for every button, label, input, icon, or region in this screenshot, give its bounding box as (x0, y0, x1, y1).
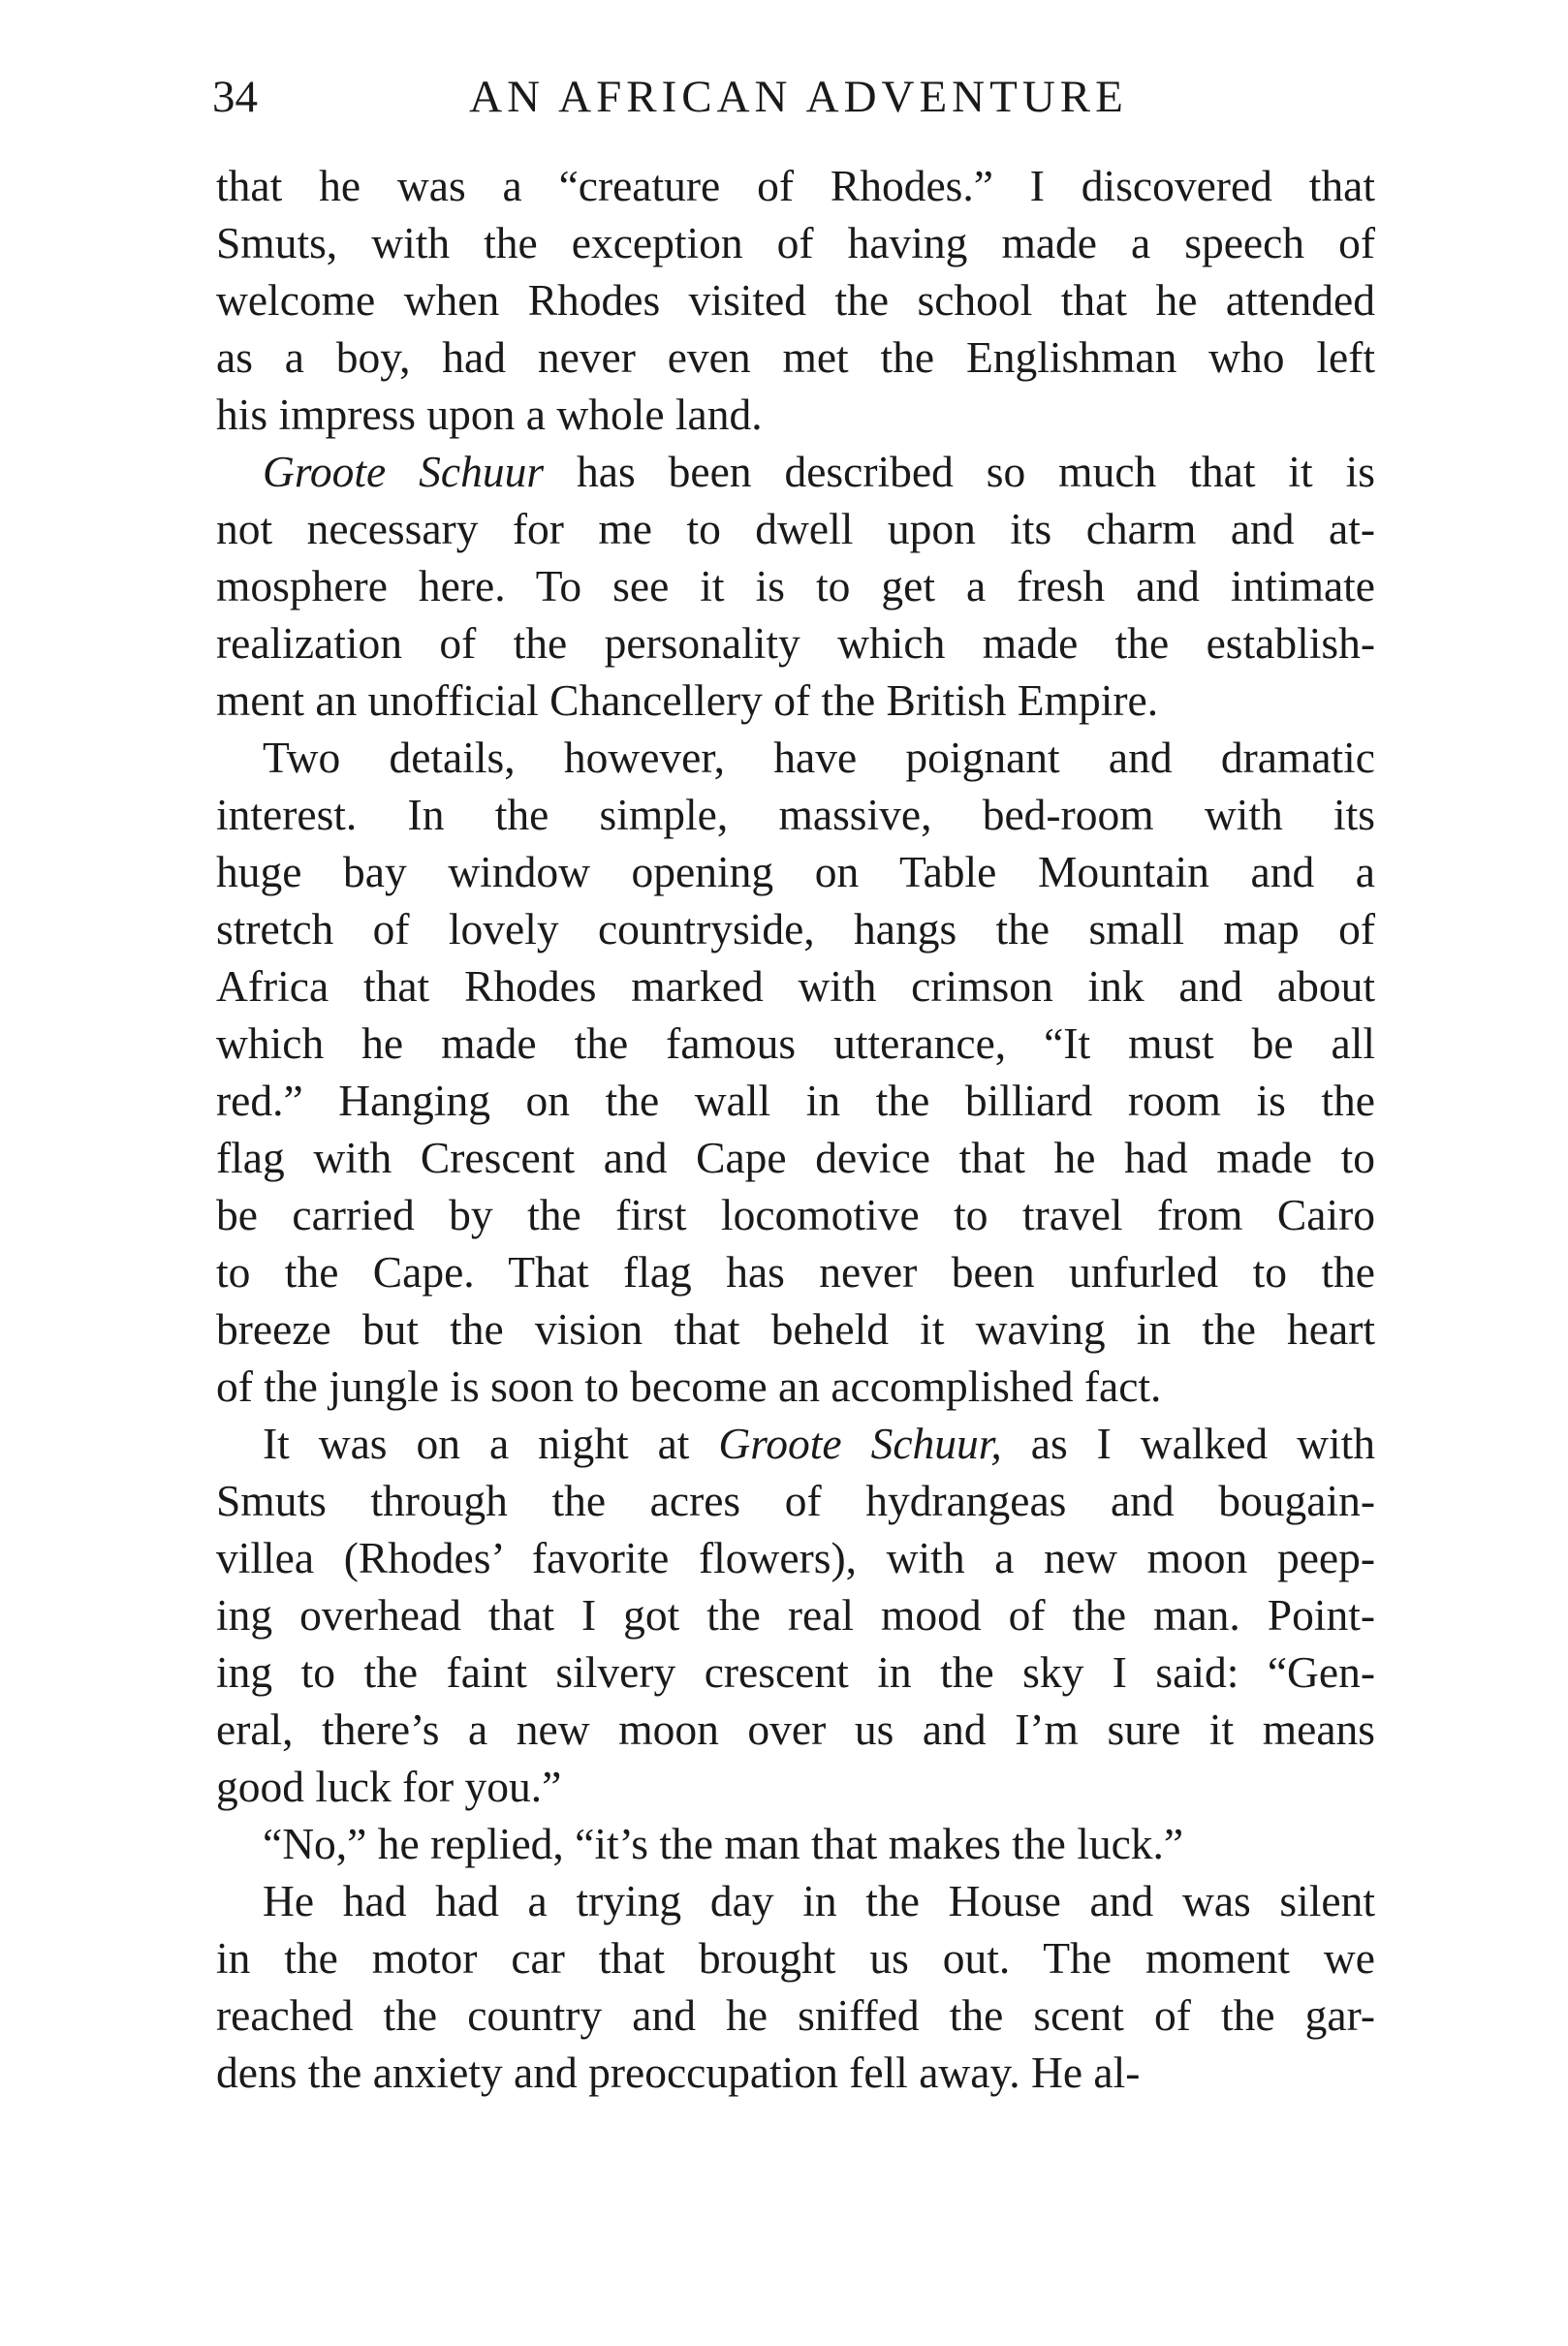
page-number: 34 (212, 72, 258, 122)
text-line: ing to the faint silvery crescent in the sky I said: “Gen- (216, 1647, 1375, 1697)
text-line: eral, there’s a new moon over us and I’m sure it means (216, 1705, 1375, 1754)
body-text (216, 157, 1375, 2101)
text-line: flag with Crescent and Cape device that he had made to (216, 1133, 1375, 1182)
paragraph (216, 157, 1375, 443)
text-line: Two details, however, have poignant and dramatic (263, 733, 1375, 782)
text-line: which he made the famous utterance, “It must be all (216, 1018, 1375, 1068)
paragraph (216, 1815, 1375, 1872)
text-line: Smuts, with the exception of having made a speech of (216, 218, 1375, 267)
text-line: villea (Rhodes’ favorite flowers), with a new moon peep- (216, 1533, 1375, 1582)
paragraph (216, 729, 1375, 1415)
text-line: ing overhead that I got the real mood of the man. Point- (216, 1590, 1375, 1640)
italic-run: Groote Schuur, (718, 1419, 1002, 1468)
text-line: that he was a “creature of Rhodes.” I discovered that (216, 161, 1375, 210)
text-run: as I walked with (1001, 1419, 1375, 1468)
text-line (216, 1415, 1375, 1472)
text-line: Smuts through the acres of hydrangeas and bougain- (216, 1476, 1375, 1525)
text-line: to the Cape. That flag has never been unfurled to the (216, 1247, 1375, 1297)
running-head: AN AFRICAN ADVENTURE (469, 72, 1128, 122)
italic-run: Groote Schuur (263, 447, 545, 496)
text-line: dens the anxiety and preoccupation fell away. He al- (216, 2048, 1141, 2097)
text-line: “No,” he replied, “it’s the man that makes the luck.” (263, 1819, 1184, 1868)
paragraph (216, 1872, 1375, 2101)
text-line: in the motor car that brought us out. The moment we (216, 1933, 1375, 1983)
text-line (216, 443, 1375, 500)
text-line: welcome when Rhodes visited the school that he attended (216, 275, 1375, 325)
text-line: red.” Hanging on the wall in the billiard room is the (216, 1076, 1375, 1125)
text-line: mosphere here. To see it is to get a fresh and intimate (216, 561, 1375, 610)
text-line: ment an unofficial Chancellery of the British Empire. (216, 675, 1159, 725)
text-line: be carried by the first locomotive to travel from Cairo (216, 1190, 1375, 1239)
text-line: He had had a trying day in the House and was silent (263, 1876, 1375, 1925)
text-run: It was on a night at (263, 1419, 719, 1468)
text-line: Africa that Rhodes marked with crimson ink and about (216, 961, 1375, 1011)
text-line: of the jungle is soon to become an accomplished fact. (216, 1361, 1162, 1411)
text-line: not necessary for me to dwell upon its charm and at- (216, 504, 1375, 553)
text-run: has been described so much that it is (544, 447, 1375, 496)
text-line: stretch of lovely countryside, hangs the small map of (216, 904, 1375, 954)
text-line: good luck for you.” (216, 1762, 562, 1811)
text-line: realization of the personality which made the establish- (216, 618, 1375, 668)
text-line: his impress upon a whole land. (216, 390, 763, 439)
text-line: reached the country and he sniffed the scent of the gar- (216, 1990, 1375, 2040)
text-line: interest. In the simple, massive, bed-room with its (216, 790, 1375, 839)
text-line: as a boy, had never even met the Englishman who left (216, 332, 1375, 382)
text-line: huge bay window opening on Table Mountain and a (216, 847, 1375, 896)
page-header (212, 68, 1365, 126)
paragraph (216, 1415, 1375, 1815)
paragraph (216, 443, 1375, 729)
text-line: breeze but the vision that beheld it waving in the heart (216, 1304, 1375, 1354)
